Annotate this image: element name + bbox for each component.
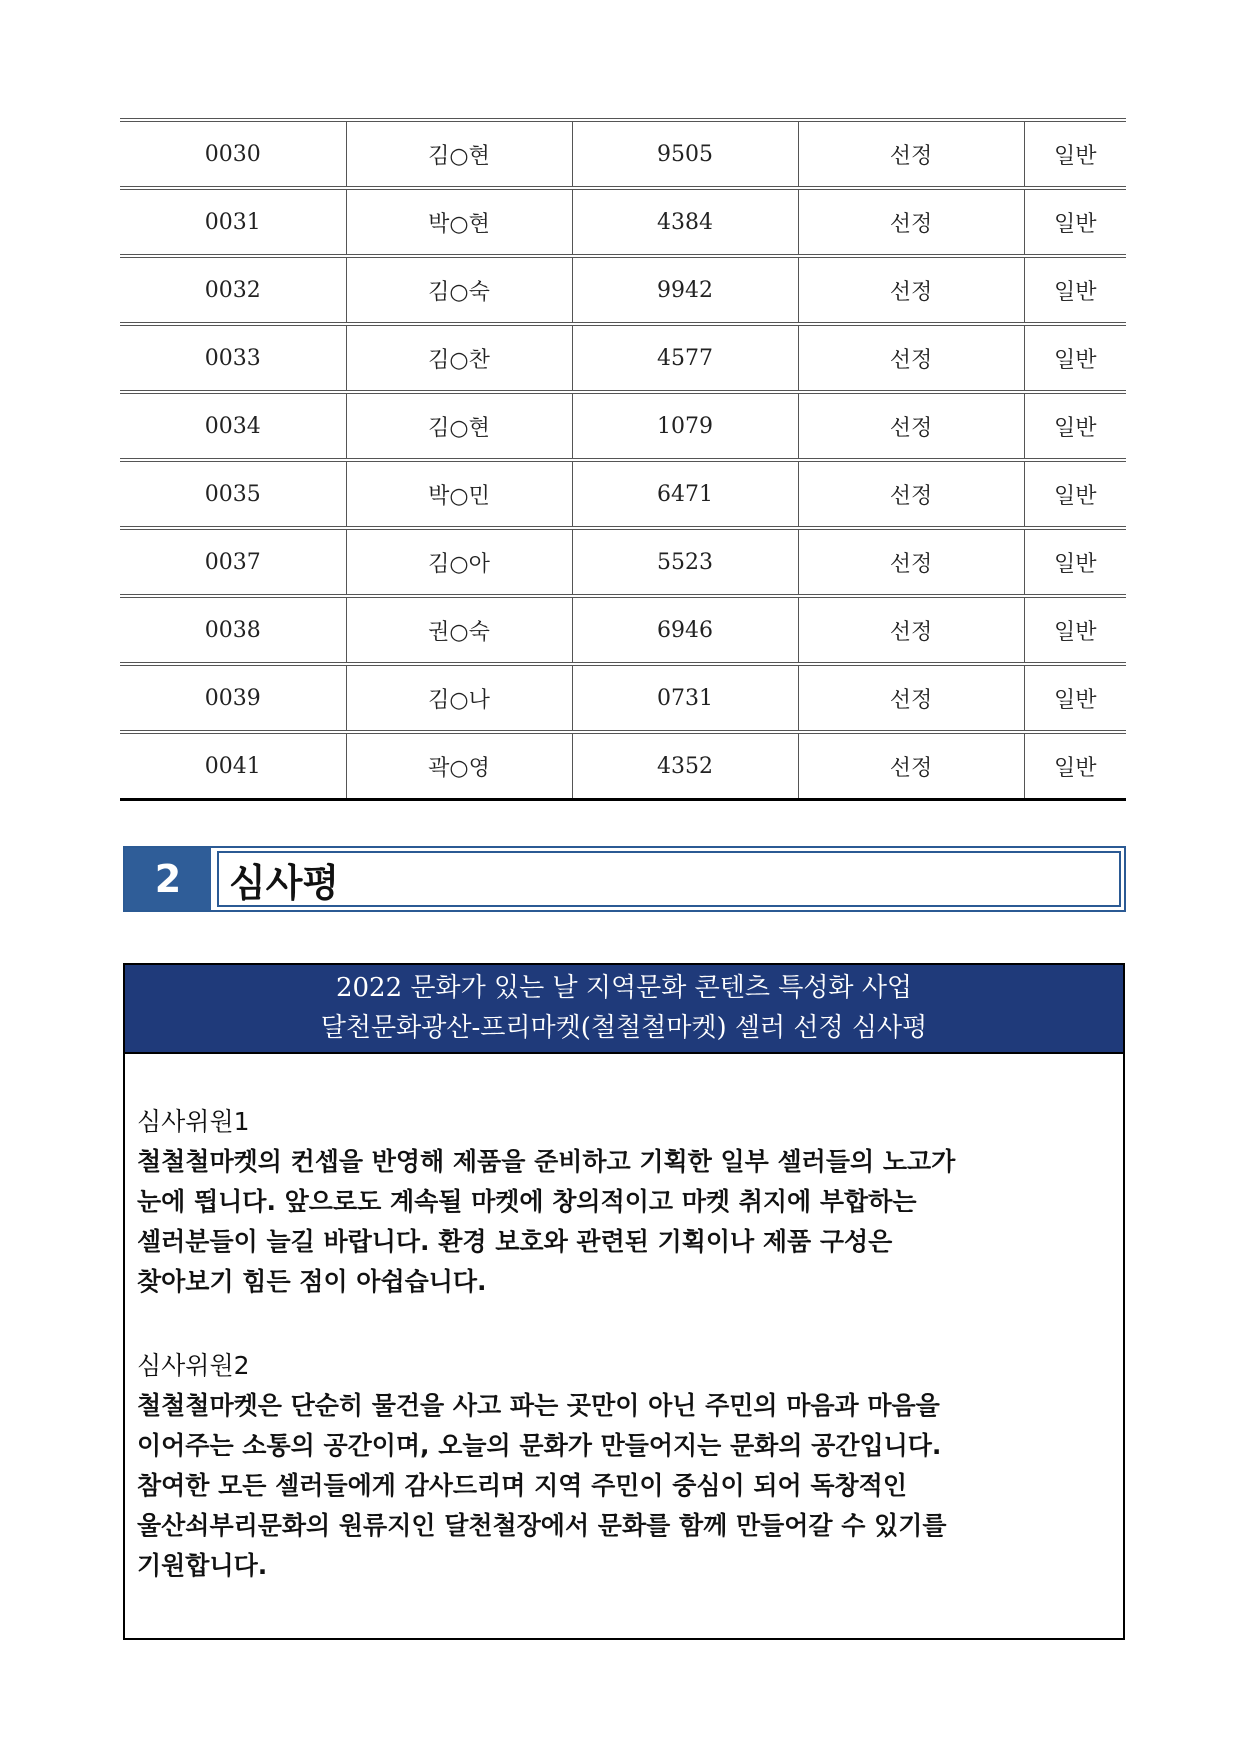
seller-name: 박○현 [346,188,572,256]
seller-id: 0039 [120,664,346,732]
seller-name: 김○현 [346,392,572,460]
seller-category: 일반 [1024,664,1126,732]
seller-code: 4352 [572,732,798,800]
seller-code: 4384 [572,188,798,256]
reviewer-block [137,1346,1109,1586]
table-row [120,460,1126,528]
seller-result: 선정 [798,188,1024,256]
seller-category: 일반 [1024,392,1126,460]
seller-code: 1079 [572,392,798,460]
seller-id: 0032 [120,256,346,324]
seller-result: 선정 [798,392,1024,460]
seller-category: 일반 [1024,596,1126,664]
reviewer-name: 심사위원1 [137,1107,250,1136]
seller-name: 김○현 [346,120,572,188]
seller-id: 0031 [120,188,346,256]
seller-table-container [120,118,1126,801]
table-row [120,732,1126,800]
seller-code: 6946 [572,596,798,664]
seller-result: 선정 [798,324,1024,392]
table-row [120,528,1126,596]
seller-code: 5523 [572,528,798,596]
review-box [123,963,1125,1640]
seller-category: 일반 [1024,324,1126,392]
seller-category: 일반 [1024,732,1126,800]
table-row [120,188,1126,256]
seller-category: 일반 [1024,188,1126,256]
seller-result: 선정 [798,256,1024,324]
seller-id: 0035 [120,460,346,528]
seller-id: 0041 [120,732,346,800]
table-row [120,324,1126,392]
section-number: 2 [125,848,211,910]
table-row [120,392,1126,460]
reviewer-name: 심사위원2 [137,1351,250,1380]
seller-category: 일반 [1024,120,1126,188]
seller-name: 곽○영 [346,732,572,800]
seller-name: 김○숙 [346,256,572,324]
seller-id: 0037 [120,528,346,596]
review-body [125,1054,1123,1586]
seller-name: 박○민 [346,460,572,528]
seller-code: 9505 [572,120,798,188]
review-heading-line2: 달천문화광산-프리마켓(철철철마켓) 셀러 선정 심사평 [320,1013,928,1043]
seller-category: 일반 [1024,256,1126,324]
seller-category: 일반 [1024,460,1126,528]
reviewer-comment: 철철철마켓의 컨셉을 반영해 제품을 준비하고 기획한 일부 셀러들의 노고가 눈에 띕니다. 앞으로도 계속될 마켓에 창의적이고 마켓 취지에 부합하는 셀러분들이 늘길 바랍니다. 환경 보호와 관련된 기획이나 제품 구성은 찾아보기 힘든 점이 아쉽습니다. [137,1147,956,1296]
seller-result: 선정 [798,596,1024,664]
table-row [120,120,1126,188]
seller-result: 선정 [798,528,1024,596]
reviewer-comment: 철철철마켓은 단순히 물건을 사고 파는 곳만이 아닌 주민의 마음과 마음을 이어주는 소통의 공간이며, 오늘의 문화가 만들어지는 문화의 공간입니다. 참여한 모든 셀러들에게 감사드리며 지역 주민이 중심이 되어 독창적인 울산쇠부리문화의 원류지인 달천철장에서 문화를 함께 만들어갈 수 있기를 기원합니다. [137,1391,947,1580]
seller-code: 0731 [572,664,798,732]
review-heading-line1: 2022 문화가 있는 날 지역문화 콘텐츠 특성화 사업 [335,973,913,1003]
seller-category: 일반 [1024,528,1126,596]
section-title: 심사평 [217,851,1121,907]
seller-name: 김○아 [346,528,572,596]
seller-code: 6471 [572,460,798,528]
table-row [120,596,1126,664]
seller-result: 선정 [798,664,1024,732]
seller-code: 4577 [572,324,798,392]
seller-id: 0033 [120,324,346,392]
section-header [123,846,1126,912]
reviewer-block [137,1102,1109,1302]
seller-name: 김○찬 [346,324,572,392]
seller-code: 9942 [572,256,798,324]
seller-name: 권○숙 [346,596,572,664]
seller-id: 0030 [120,120,346,188]
seller-result: 선정 [798,460,1024,528]
table-row [120,664,1126,732]
seller-result: 선정 [798,120,1024,188]
seller-result: 선정 [798,732,1024,800]
seller-table [120,118,1126,801]
seller-id: 0038 [120,596,346,664]
seller-name: 김○나 [346,664,572,732]
review-heading [125,965,1123,1054]
seller-id: 0034 [120,392,346,460]
table-row [120,256,1126,324]
